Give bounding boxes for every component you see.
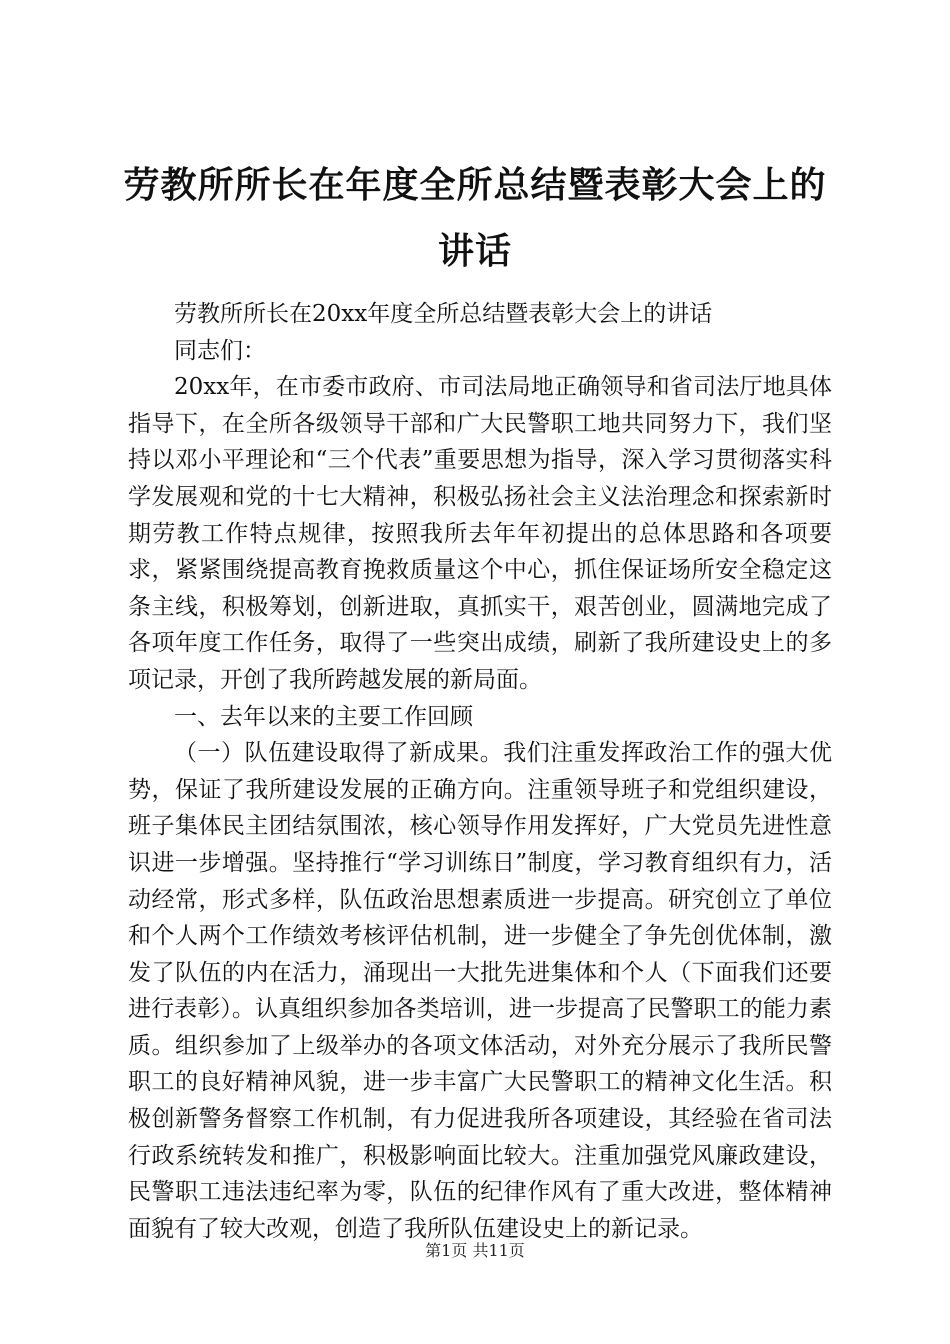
- section-heading: 一、去年以来的主要工作回顾: [174, 703, 473, 730]
- section-paragraph: （一）队伍建设取得了新成果。我们注重发挥政治工作的强大优势，保证了我所建设发展的正确方向。注重领导班子和党组织建设，班子集体民主团结氛围浓，核心领导作用发挥好，广大党员先进性意识进一步增强。坚持推行“学习训练日”制度，学习教育组织有力，活动经常，形式多样，队伍政治思想素质进一步提高。研究创立了单位和个人两个工作绩效考核评估机制，进一步健全了争先创优体制，激发了队伍的内在活力，涌现出一大批先进集体和个人（下面我们还要进行表彰）。认真组织参加各类培训，进一步提高了民警职工的能力素质。组织参加了上级举办的各项文体活动，对外充分展示了我所民警职工的良好精神风貌，进一步丰富广大民警职工的精神文化生活。积极创新警务督察工作机制，有力促进我所各项建设，其经验在省司法行政系统转发和推广，积极影响面比较大。注重加强党风廉政建设，民警职工违法违纪率为零，队伍的纪律作风有了重大改进，整体精神面貌有了较大改观，创造了我所队伍建设史上的新记录。: [128, 740, 832, 1242]
- body-paragraph: 20xx年，在市委市政府、市司法局地正确领导和省司法厅地具体指导下，在全所各级领导干部和广大民警职工地共同努力下，我们坚持以邓小平理论和“三个代表”重要思想为指导，深入学习贯彻落实科学发展观和党的十七大精神，积极弘扬社会主义法治理念和探索新时期劳教工作特点规律，按照我所去年年初提出的总体思路和各项要求，紧紧围绕提高教育挽救质量这个中心，抓住保证场所安全稳定这条主线，积极筹划，创新进取，真抓实干，艰苦创业，圆满地完成了各项年度工作任务，取得了一些突出成绩，刷新了我所建设史上的多项记录，开创了我所跨越发展的新局面。: [128, 374, 832, 693]
- document-subtitle: 劳教所所长在20xx年度全所总结暨表彰大会上的讲话: [174, 301, 713, 327]
- document-title: 劳教所所长在年度全所总结暨表彰大会上的讲话: [123, 164, 827, 272]
- page-number-footer: 第1页 共11页: [425, 1241, 525, 1260]
- salutation: 同志们：: [174, 337, 266, 364]
- document-body: [128, 296, 832, 1247]
